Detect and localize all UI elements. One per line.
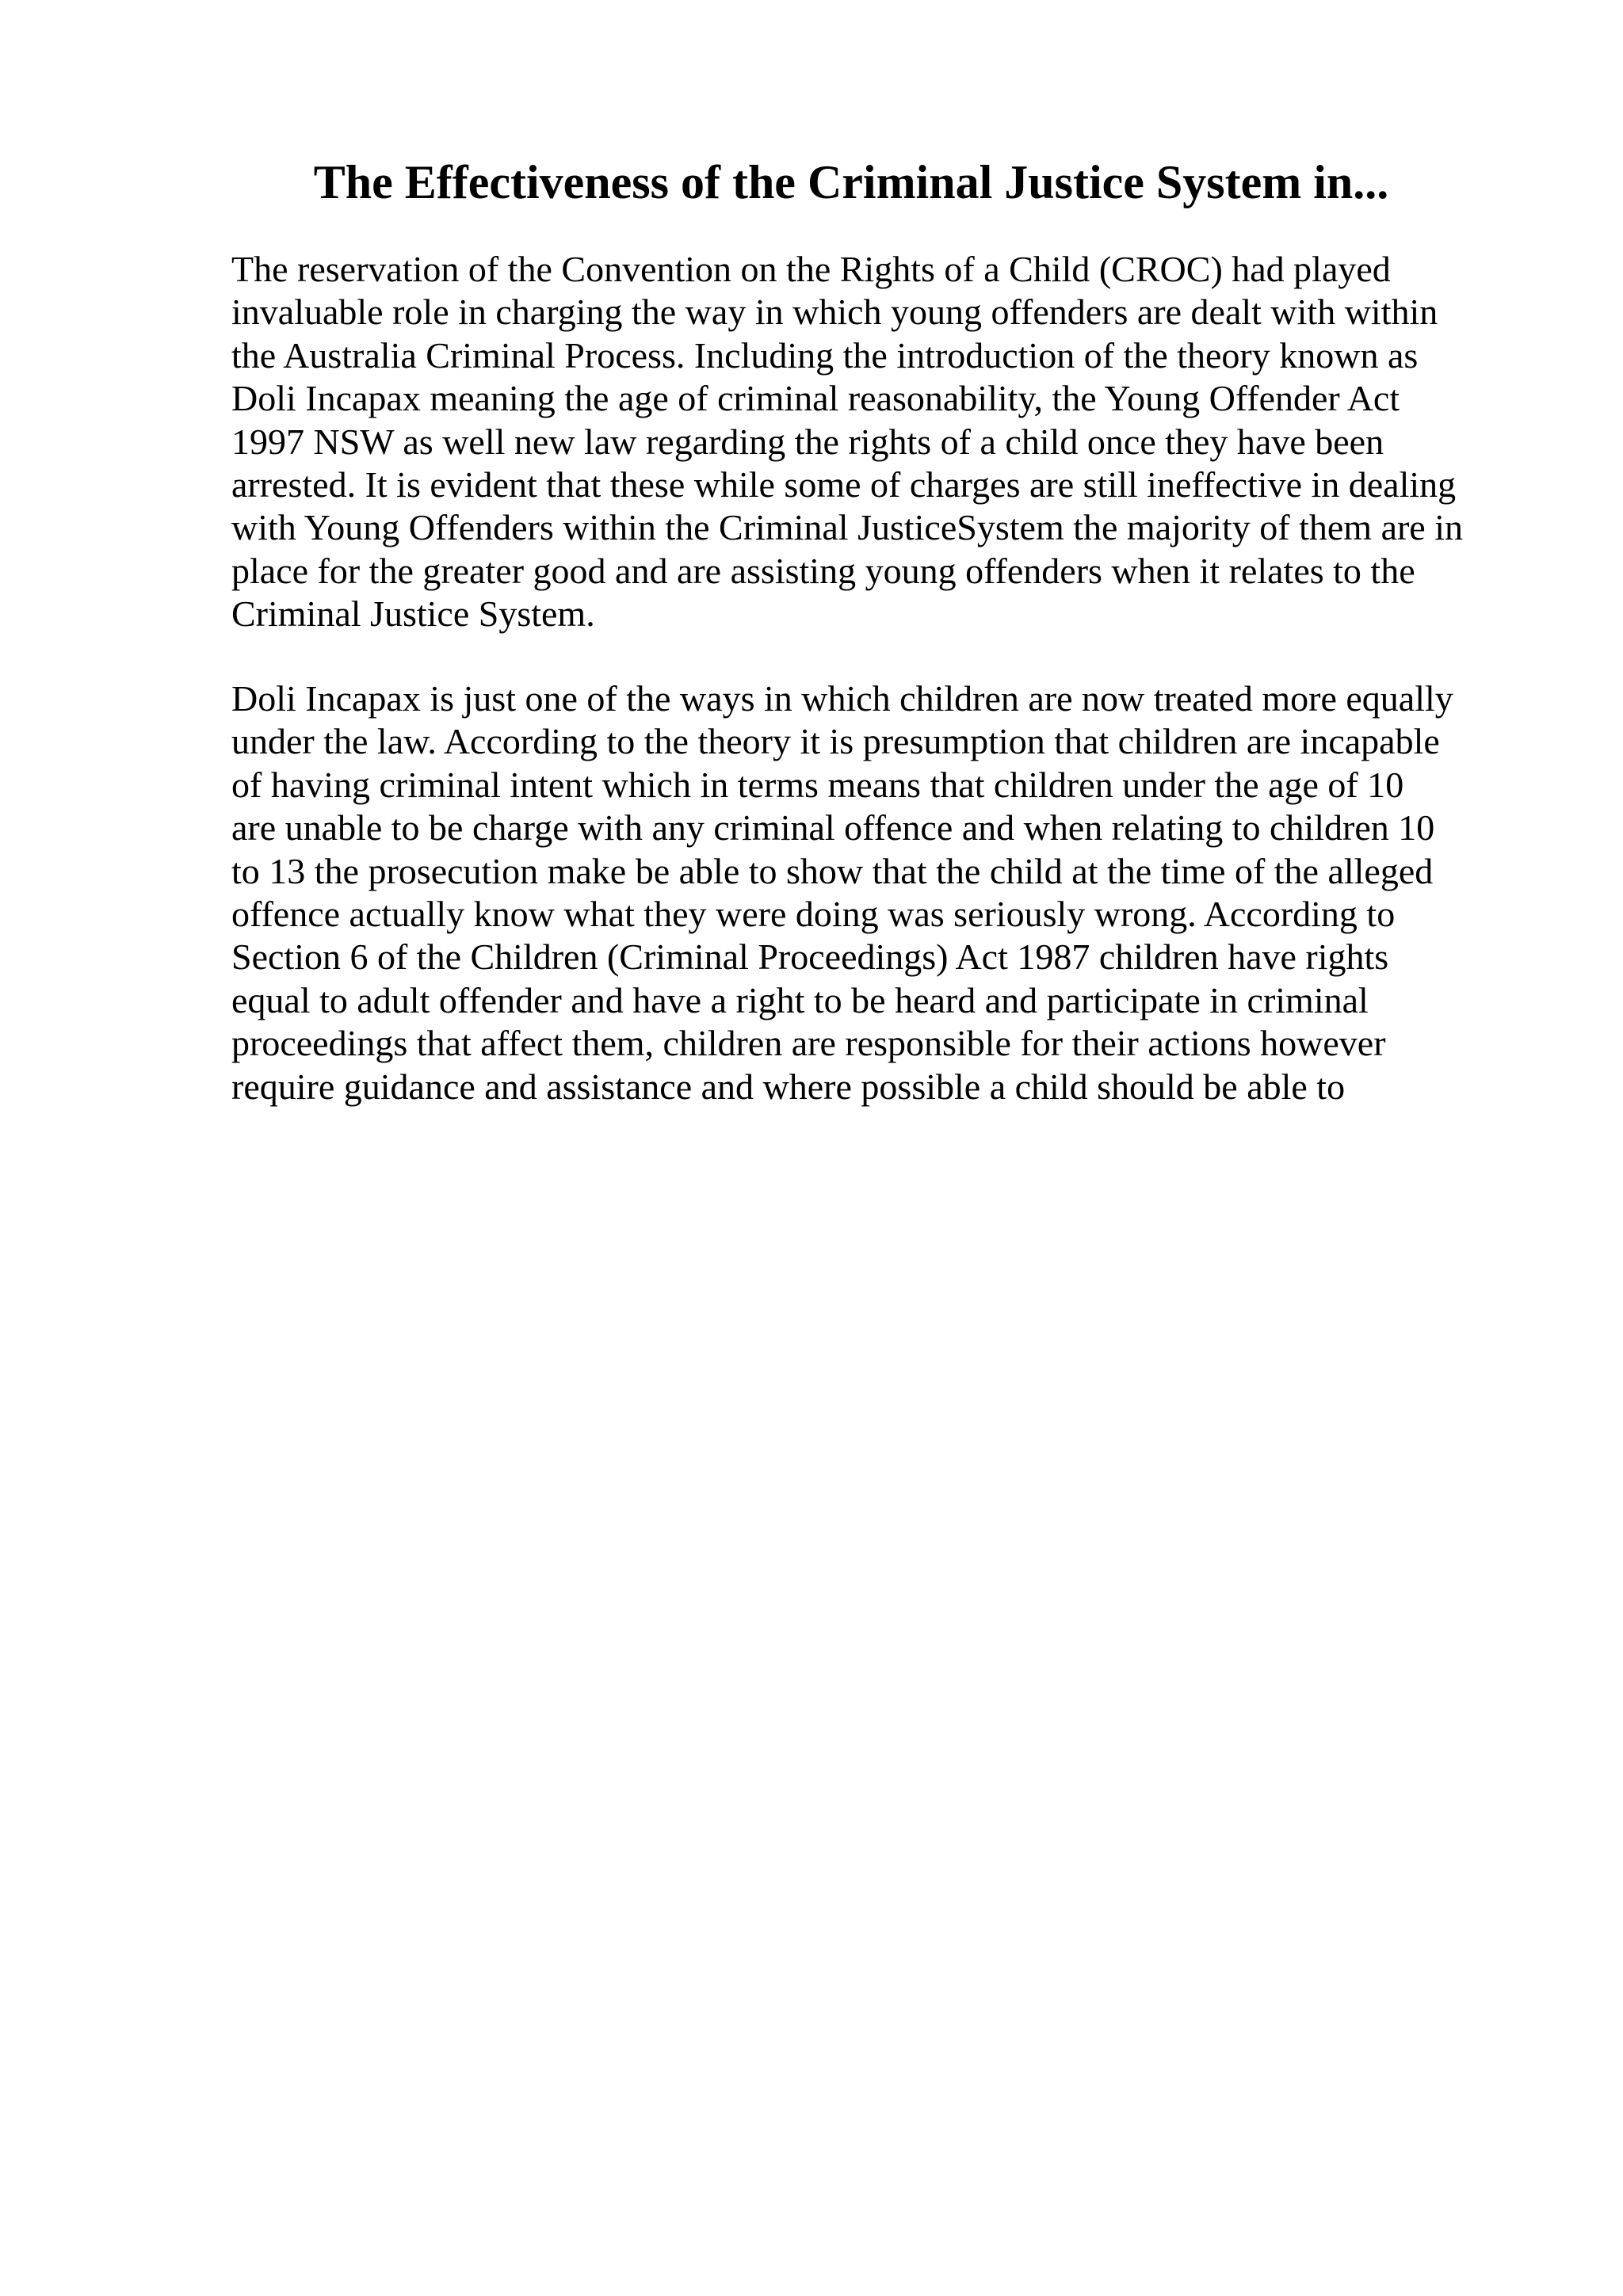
document-title: The Effectiveness of the Criminal Justice System in... [313, 156, 1389, 208]
paragraph-line: invaluable role in charging the way in which young offenders are dealt with within [231, 292, 1438, 333]
paragraph-line: The reservation of the Convention on the Rights of a Child (CROC) had played [231, 249, 1391, 289]
paragraph-line: proceedings that affect them, children are responsible for their actions however [231, 1023, 1386, 1064]
paragraph-line: equal to adult offender and have a right to be heard and participate in criminal [231, 979, 1369, 1020]
paragraph-line: arrested. It is evident that these while some of charges are still ineffective in dealing [231, 464, 1457, 505]
paragraph-line: Section 6 of the Children (Criminal Proceedings) Act 1987 children have rights [231, 936, 1389, 978]
paragraph-line: the Australia Criminal Process. Including the introduction of the theory known as [231, 334, 1419, 376]
paragraph-line: require guidance and assistance and where possible a child should be able to [231, 1066, 1346, 1107]
paragraph-line: offence actually know what they were doing was seriously wrong. According to [231, 894, 1396, 935]
paragraph-line: with Young Offenders within the Criminal JusticeSystem the majority of them are in [231, 507, 1464, 548]
paragraph-line: are unable to be charge with any criminal offence and when relating to children 10 [231, 807, 1435, 849]
paragraph-line: place for the greater good and are assisting young offenders when it relates to the [231, 550, 1415, 591]
paragraph-line: of having criminal intent which in terms means that children under the age of 10 [231, 764, 1404, 805]
paragraph-line: Criminal Justice System. [231, 593, 595, 635]
paragraph-line: under the law. According to the theory it is presumption that children are incapable [231, 721, 1440, 762]
paragraph-line: 1997 NSW as well new law regarding the rights of a child once they have been [231, 421, 1384, 462]
paragraph-line: to 13 the prosecution make be able to show that the child at the time of the alleged [231, 850, 1434, 891]
paragraph-line: Doli Incapax is just one of the ways in which children are now treated more equally [231, 678, 1453, 719]
paragraph-1 [231, 248, 1499, 636]
paragraph-2 [231, 677, 1499, 1108]
paragraph-line: Doli Incapax meaning the age of criminal reasonability, the Young Offender Act [231, 378, 1400, 419]
